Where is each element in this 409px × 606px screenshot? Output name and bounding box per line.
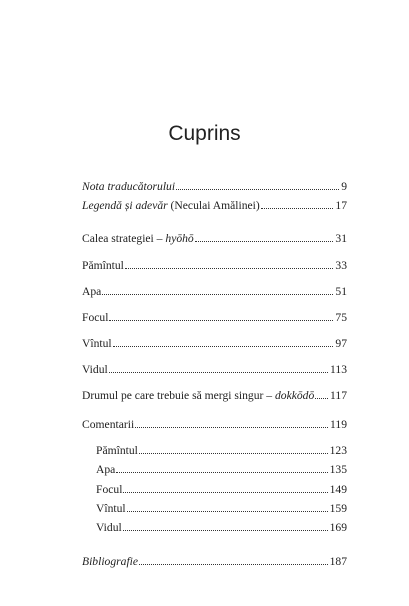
toc-entry-label-text: Pămîntul xyxy=(82,259,124,272)
toc-entry-label-text: Vidul xyxy=(96,521,122,534)
toc-entry-label-italic: Bibliografie xyxy=(82,555,139,568)
toc-entry xyxy=(96,463,347,477)
toc-page-number: 119 xyxy=(330,418,347,431)
toc-page-number: 123 xyxy=(329,444,347,457)
toc-entry-label-text: Calea strategiei – xyxy=(82,232,166,245)
toc-page-number: 149 xyxy=(329,483,347,496)
toc-entry-label xyxy=(96,521,122,535)
toc-page-number: 31 xyxy=(335,232,347,245)
toc-page-number: 159 xyxy=(329,502,347,515)
toc-entry-label xyxy=(82,232,194,246)
toc-entry-label xyxy=(82,418,134,432)
toc-entry xyxy=(96,502,347,516)
toc-entry-label xyxy=(82,199,260,213)
dot-leader xyxy=(113,346,334,347)
toc-entry xyxy=(82,363,347,377)
toc-page-number: 113 xyxy=(330,363,347,376)
toc-entry-label-text: Pămîntul xyxy=(96,444,138,457)
toc-page-number: 97 xyxy=(335,337,347,350)
toc-entry xyxy=(96,483,347,497)
toc-entry-label-italic: Nota traducătorului xyxy=(82,180,176,193)
toc-entry xyxy=(96,444,347,458)
dot-leader xyxy=(109,320,333,321)
dot-leader xyxy=(139,564,328,565)
toc-entry-label xyxy=(96,502,126,516)
toc-entry-label-text: (Neculai Amălinei) xyxy=(167,199,260,212)
toc-entry-label-text: Focul xyxy=(82,311,109,324)
toc-entry-label-text: Vidul xyxy=(82,363,108,376)
toc-page-number: 135 xyxy=(329,463,347,476)
dot-leader xyxy=(176,189,339,190)
toc-entry xyxy=(82,555,347,569)
toc-entry-label-text: Drumul pe care trebuie să mergi singur – xyxy=(82,389,275,402)
toc-page-number: 169 xyxy=(329,521,347,534)
dot-leader xyxy=(125,268,334,269)
toc-entry-label xyxy=(82,363,108,377)
toc-entry xyxy=(82,337,347,351)
toc-entry-label-text: Vîntul xyxy=(96,502,126,515)
dot-leader xyxy=(109,372,328,373)
dot-leader xyxy=(102,294,333,295)
toc-entry-label xyxy=(82,389,314,403)
toc-entry-label-text: Apa xyxy=(82,285,102,298)
toc-entry-label-text: Focul xyxy=(96,483,123,496)
toc-entry xyxy=(82,180,347,194)
toc-entry-label-text: Vîntul xyxy=(82,337,112,350)
toc-entry xyxy=(82,389,347,403)
toc-entry xyxy=(82,259,347,273)
toc-entry xyxy=(82,418,347,432)
toc-entry-label xyxy=(82,555,138,569)
dot-leader xyxy=(123,530,328,531)
dot-leader xyxy=(123,492,327,493)
toc-entry-label xyxy=(82,259,124,273)
toc-entry-label xyxy=(82,180,175,194)
toc-entry-label xyxy=(82,337,112,351)
dot-leader xyxy=(315,398,328,399)
dot-leader xyxy=(116,472,327,473)
toc-page-number: 75 xyxy=(335,311,347,324)
toc-entry-label-italic: Legendă și adevăr xyxy=(82,199,168,212)
dot-leader xyxy=(261,208,334,209)
toc-page-number: 17 xyxy=(335,199,347,212)
toc-entry-label xyxy=(96,463,115,477)
toc-entry-label xyxy=(82,285,101,299)
toc-entry xyxy=(82,199,347,213)
toc-entry xyxy=(96,521,347,535)
dot-leader xyxy=(127,511,328,512)
dot-leader xyxy=(139,453,328,454)
page-title: Cuprins xyxy=(168,122,241,145)
toc-entry-label xyxy=(82,311,108,325)
toc-page-number: 33 xyxy=(335,259,347,272)
toc-entry-label-text: Apa xyxy=(96,463,116,476)
toc-entry xyxy=(82,285,347,299)
toc-page-number: 117 xyxy=(330,389,347,402)
toc-entry-label-text: Comentarii xyxy=(82,418,135,431)
toc-entry-label-italic: dokkōdō xyxy=(274,389,315,402)
toc-page-number: 187 xyxy=(329,555,347,568)
toc-entry xyxy=(82,311,347,325)
toc-entry-label xyxy=(96,483,122,497)
toc-entry-label-italic: hyōhō xyxy=(165,232,194,245)
dot-leader xyxy=(135,427,328,428)
toc-entry xyxy=(82,232,347,246)
toc-page-number: 9 xyxy=(341,180,347,193)
toc-page-number: 51 xyxy=(335,285,347,298)
dot-leader xyxy=(195,241,334,242)
toc-entry-label xyxy=(96,444,138,458)
